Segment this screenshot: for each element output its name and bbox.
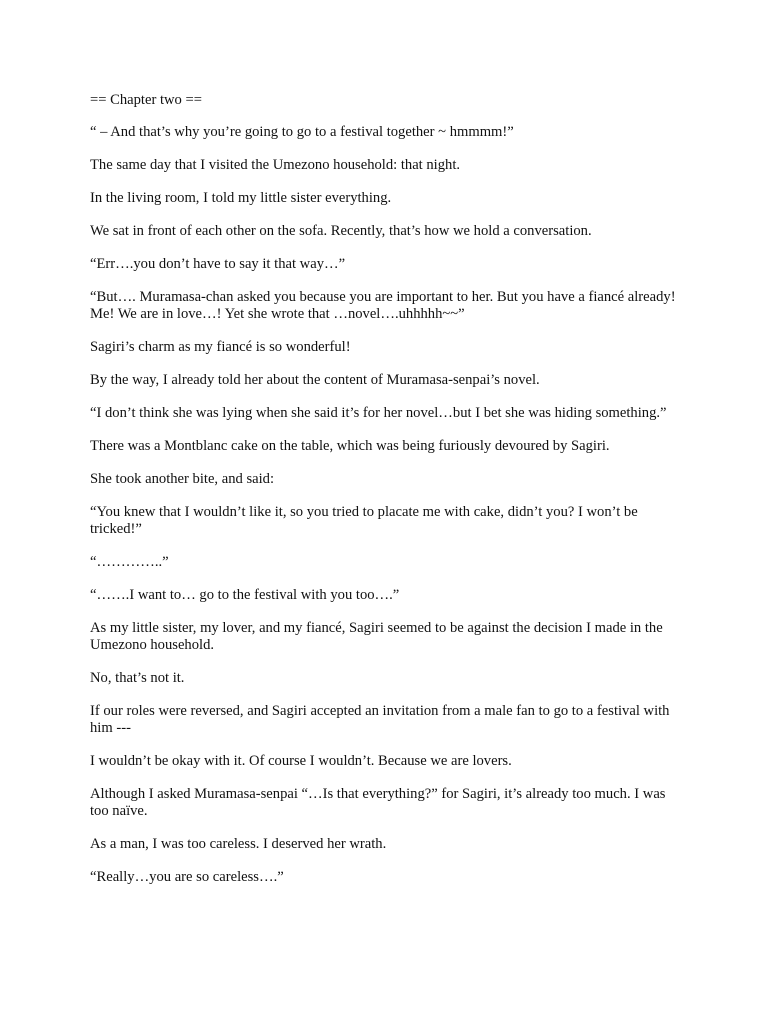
paragraph: Although I asked Muramasa-senpai “…Is that everything?” for Sagiri, it’s already too much. I was too naïve.: [90, 786, 666, 819]
paragraph: “You knew that I wouldn’t like it, so you tried to placate me with cake, didn’t you? I won’t be tricked!”: [90, 504, 638, 537]
document-page: [90, 92, 680, 902]
paragraph: “But…. Muramasa-chan asked you because you are important to her. But you have a fiancé already! Me! We are in love…! Yet she wrote that …novel….uhhhhh~~”: [90, 289, 676, 322]
paragraph: “Really…you are so careless….”: [90, 869, 284, 885]
paragraph: The same day that I visited the Umezono household: that night.: [90, 157, 461, 173]
paragraph: “…………..”: [90, 554, 169, 570]
paragraph: “I don’t think she was lying when she said it’s for her novel…but I bet she was hiding something.”: [90, 405, 667, 421]
paragraph: As my little sister, my lover, and my fiancé, Sagiri seemed to be against the decision I made in the Umezono household.: [90, 620, 663, 653]
chapter-heading: == Chapter two ==: [90, 92, 202, 108]
paragraph: As a man, I was too careless. I deserved her wrath.: [90, 836, 387, 852]
paragraph: There was a Montblanc cake on the table, which was being furiously devoured by Sagiri.: [90, 438, 610, 454]
paragraph: I wouldn’t be okay with it. Of course I wouldn’t. Because we are lovers.: [90, 753, 512, 769]
paragraph: No, that’s not it.: [90, 670, 185, 686]
paragraph: “ – And that’s why you’re going to go to a festival together ~ hmmmm!”: [90, 124, 514, 140]
paragraph: She took another bite, and said:: [90, 471, 275, 487]
paragraph: We sat in front of each other on the sofa. Recently, that’s how we hold a conversation.: [90, 223, 592, 239]
paragraph: Sagiri’s charm as my fiancé is so wonderful!: [90, 339, 351, 355]
paragraph: By the way, I already told her about the content of Muramasa-senpai’s novel.: [90, 372, 540, 388]
paragraph: If our roles were reversed, and Sagiri accepted an invitation from a male fan to go to a festival with him ---: [90, 703, 670, 736]
paragraph: “…….I want to… go to the festival with you too….”: [90, 587, 400, 603]
paragraph: “Err….you don’t have to say it that way…”: [90, 256, 346, 272]
paragraph: In the living room, I told my little sister everything.: [90, 190, 392, 206]
